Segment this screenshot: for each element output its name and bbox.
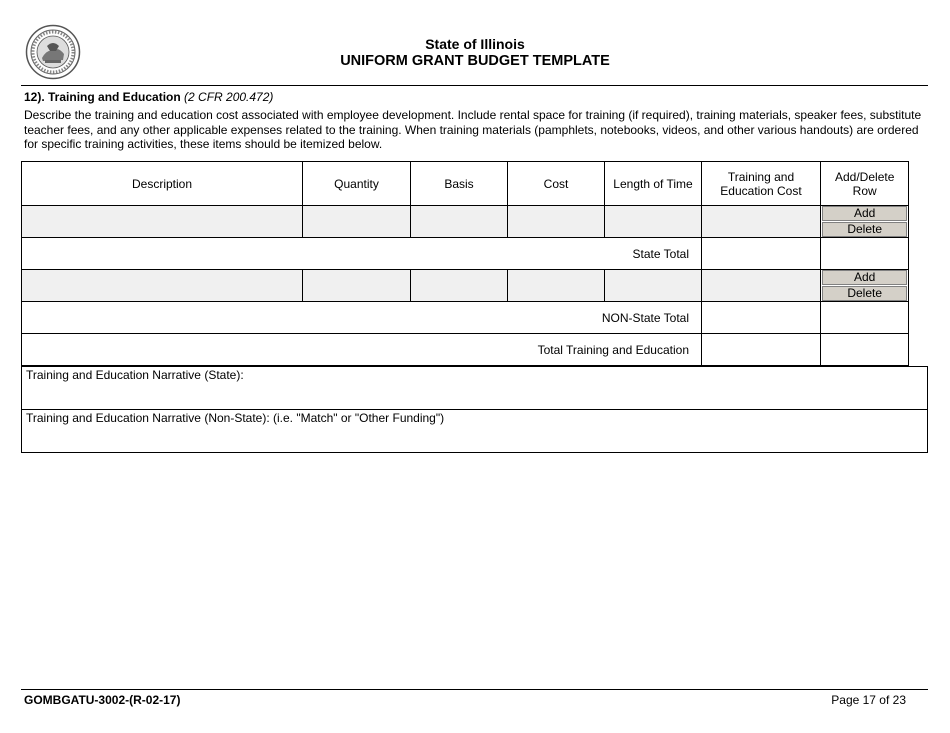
state-length-field[interactable] bbox=[605, 206, 702, 238]
non-state-total-blank bbox=[821, 302, 909, 334]
table-header-row bbox=[22, 162, 909, 206]
non-state-total-value bbox=[702, 302, 821, 334]
col-header-length-of-time: Length of Time bbox=[605, 162, 702, 206]
state-total-row bbox=[22, 238, 909, 270]
non-state-narrative-label: Training and Education Narrative (Non-State): (i.e. "Match" or "Other Funding") bbox=[26, 411, 445, 425]
section-reference: (2 CFR 200.472) bbox=[184, 90, 274, 104]
header-template-title: UNIFORM GRANT BUDGET TEMPLATE bbox=[340, 53, 610, 69]
col-header-add-delete: Add/Delete Row bbox=[821, 162, 909, 206]
state-cost-field[interactable] bbox=[508, 206, 605, 238]
non-state-total-label: NON-State Total bbox=[22, 302, 702, 334]
non-state-quantity-field[interactable] bbox=[303, 270, 411, 302]
page-number: Page 17 of 23 bbox=[831, 693, 906, 707]
non-state-delete-row-button[interactable]: Delete bbox=[822, 286, 907, 301]
form-id: GOMBGATU-3002-(R-02-17) bbox=[24, 693, 181, 707]
state-narrative-label: Training and Education Narrative (State): bbox=[26, 368, 244, 382]
state-narrative-field[interactable] bbox=[21, 366, 928, 410]
state-total-blank bbox=[821, 238, 909, 270]
non-state-total-row bbox=[22, 302, 909, 334]
footer-divider bbox=[21, 689, 928, 690]
non-state-basis-field[interactable] bbox=[411, 270, 508, 302]
state-data-row bbox=[22, 206, 909, 238]
grand-total-label: Total Training and Education bbox=[22, 334, 702, 366]
state-description-field[interactable] bbox=[22, 206, 303, 238]
non-state-add-row-button[interactable]: Add bbox=[822, 270, 907, 285]
state-quantity-field[interactable] bbox=[303, 206, 411, 238]
non-state-training-cost-field[interactable] bbox=[702, 270, 821, 302]
col-header-basis: Basis bbox=[411, 162, 508, 206]
section-heading bbox=[24, 90, 273, 104]
col-header-cost: Cost bbox=[508, 162, 605, 206]
non-state-length-field[interactable] bbox=[605, 270, 702, 302]
col-header-quantity: Quantity bbox=[303, 162, 411, 206]
state-basis-field[interactable] bbox=[411, 206, 508, 238]
budget-table bbox=[21, 161, 909, 366]
header-divider bbox=[21, 85, 928, 86]
illinois-state-seal-icon bbox=[25, 24, 81, 80]
state-training-cost-field[interactable] bbox=[702, 206, 821, 238]
non-state-description-field[interactable] bbox=[22, 270, 303, 302]
header-state-title: State of Illinois bbox=[425, 36, 525, 52]
section-title: 12). Training and Education bbox=[24, 90, 181, 104]
state-total-label: State Total bbox=[22, 238, 702, 270]
state-total-value bbox=[702, 238, 821, 270]
state-row-buttons bbox=[821, 206, 909, 238]
non-state-cost-field[interactable] bbox=[508, 270, 605, 302]
grand-total-value bbox=[702, 334, 821, 366]
non-state-data-row bbox=[22, 270, 909, 302]
state-add-row-button[interactable]: Add bbox=[822, 206, 907, 221]
state-delete-row-button[interactable]: Delete bbox=[822, 222, 907, 237]
col-header-description: Description bbox=[22, 162, 303, 206]
non-state-row-buttons bbox=[821, 270, 909, 302]
grand-total-row bbox=[22, 334, 909, 366]
section-description: Describe the training and education cost associated with employee development. Include rental space for training (if required), training materials, speaker fees, substitute teacher fees, and any other applicable expenses related to the training. When training materials (pamphlets, notebooks, videos, and other various handouts) are ordered for specific training activities, these items should be itemized below. bbox=[24, 108, 922, 151]
col-header-training-cost: Training and Education Cost bbox=[702, 162, 821, 206]
grand-total-blank bbox=[821, 334, 909, 366]
non-state-narrative-field[interactable] bbox=[21, 409, 928, 453]
